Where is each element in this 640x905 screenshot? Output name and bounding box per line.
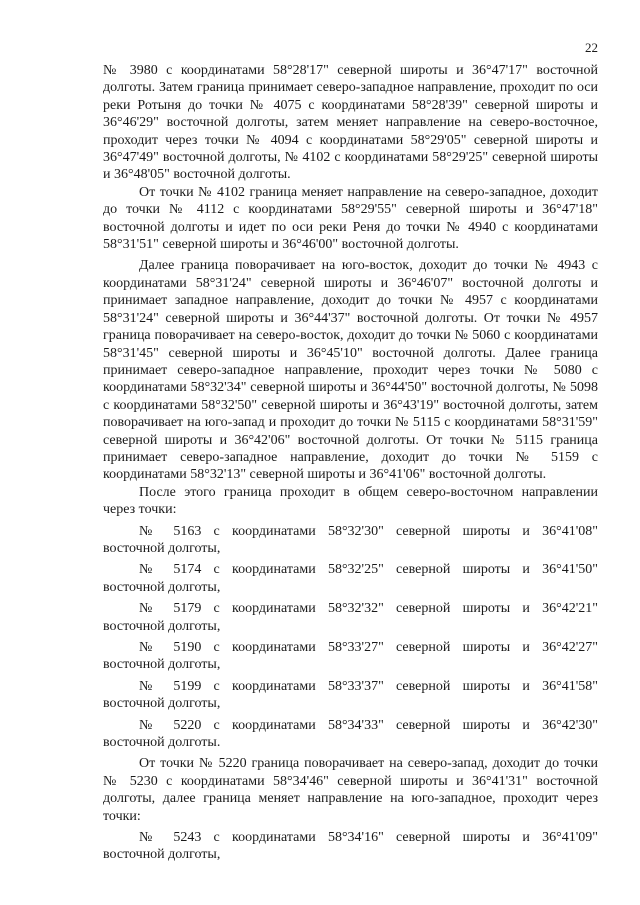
- paragraph: От точки № 5220 граница поворачивает на северо-запад, доходит до точки № 5230 с координатами 58°34'46" северной широты и 36°41'31" восточной долготы, далее граница меняет направление на юго-западное, проходит через точки:: [103, 756, 598, 824]
- entry-tail: восточной долготы,: [103, 540, 221, 556]
- coordinate-entry: [103, 678, 598, 713]
- paragraph: От точки № 4102 граница меняет направление на северо-западное, доходит до точки № 4112 с координатами 58°29'55" северной широты и 36°47'18" восточной долготы и идет по оси реки Реня до точки № 4940 с координатами 58°31'51" северной широты и 36°46'00" восточной долготы.: [103, 184, 598, 253]
- paragraph: После этого граница проходит в общем северо-восточном направлении через точки:: [103, 484, 598, 518]
- entry-line: № 5190 с координатами 58°33'27" северной широты и 36°42'27": [139, 640, 598, 655]
- coordinate-entry: [103, 561, 598, 596]
- entry-line: № 5174 с координатами 58°32'25" северной широты и 36°41'50": [139, 562, 598, 578]
- coordinate-entry: [103, 717, 598, 752]
- entry-line: № 5163 с координатами 58°32'30" северной широты и 36°41'08": [139, 523, 598, 539]
- entry-tail: восточной долготы,: [103, 618, 221, 634]
- entry-tail: восточной долготы,: [103, 657, 221, 673]
- coordinate-entry: [103, 523, 598, 558]
- entry-line: № 5179 с координатами 58°32'32" северной широты и 36°42'21": [139, 601, 598, 617]
- coordinate-entry: [103, 639, 598, 674]
- paragraph: № 3980 с координатами 58°28'17" северной широты и 36°47'17" восточной долготы. Затем граница принимает северо-западное направление, проходит по оси реки Ротыня до точки № 4075 с координатами 58°28'39" северной широты и 36°46'29" восточной долготы, затем меняет направление на северо-восточное, проходит через точки № 4094 с координатами 58°29'05" северной широты и 36°47'49" восточной долготы, № 4102 с координатами 58°29'25" северной широты и 36°48'05" восточной долготы.: [103, 63, 598, 183]
- entry-tail: восточной долготы,: [103, 579, 221, 595]
- page-number: 22: [585, 40, 598, 55]
- entry-line: № 5243 с координатами 58°34'16" северной широты и 36°41'09": [139, 830, 598, 846]
- coordinate-entry: [103, 600, 598, 635]
- entry-tail: восточной долготы,: [103, 696, 221, 712]
- entry-tail: восточной долготы.: [103, 735, 221, 751]
- entry-tail: восточной долготы,: [103, 847, 221, 863]
- coordinate-entry: [103, 829, 598, 864]
- document-body: [103, 62, 598, 864]
- paragraph: Далее граница поворачивает на юго-восток, доходит до точки № 4943 с координатами 58°31'24" северной широты и 36°46'07" восточной долготы и принимает западное направление, доходит до точки № 4957 с координатами 58°31'24" северной широты и 36°44'37" восточной долготы. От точки № 4957 граница поворачивает на северо-восток, доходит до точки № 5060 с координатами 58°31'45" северной широты и 36°45'10" восточной долготы. Далее граница принимает северо-западное направление, проходит через точки № 5080 с координатами 58°32'34" северной широты и 36°44'50" восточной долготы, № 5098 с координатами 58°32'50" северной широты и 36°43'19" восточной долготы, затем поворачивает на юго-запад и проходит до точки № 5115 с координатами 58°31'59" северной широты и 36°42'06" восточной долготы. От точки № 5115 граница принимает северо-западное направление, доходит до точки № 5159 с координатами 58°32'13" северной широты и 36°41'06" восточной долготы.: [103, 258, 598, 483]
- entry-line: № 5199 с координатами 58°33'37" северной широты и 36°41'58": [139, 678, 598, 694]
- entry-line: № 5220 с координатами 58°34'33" северной широты и 36°42'30": [139, 717, 598, 733]
